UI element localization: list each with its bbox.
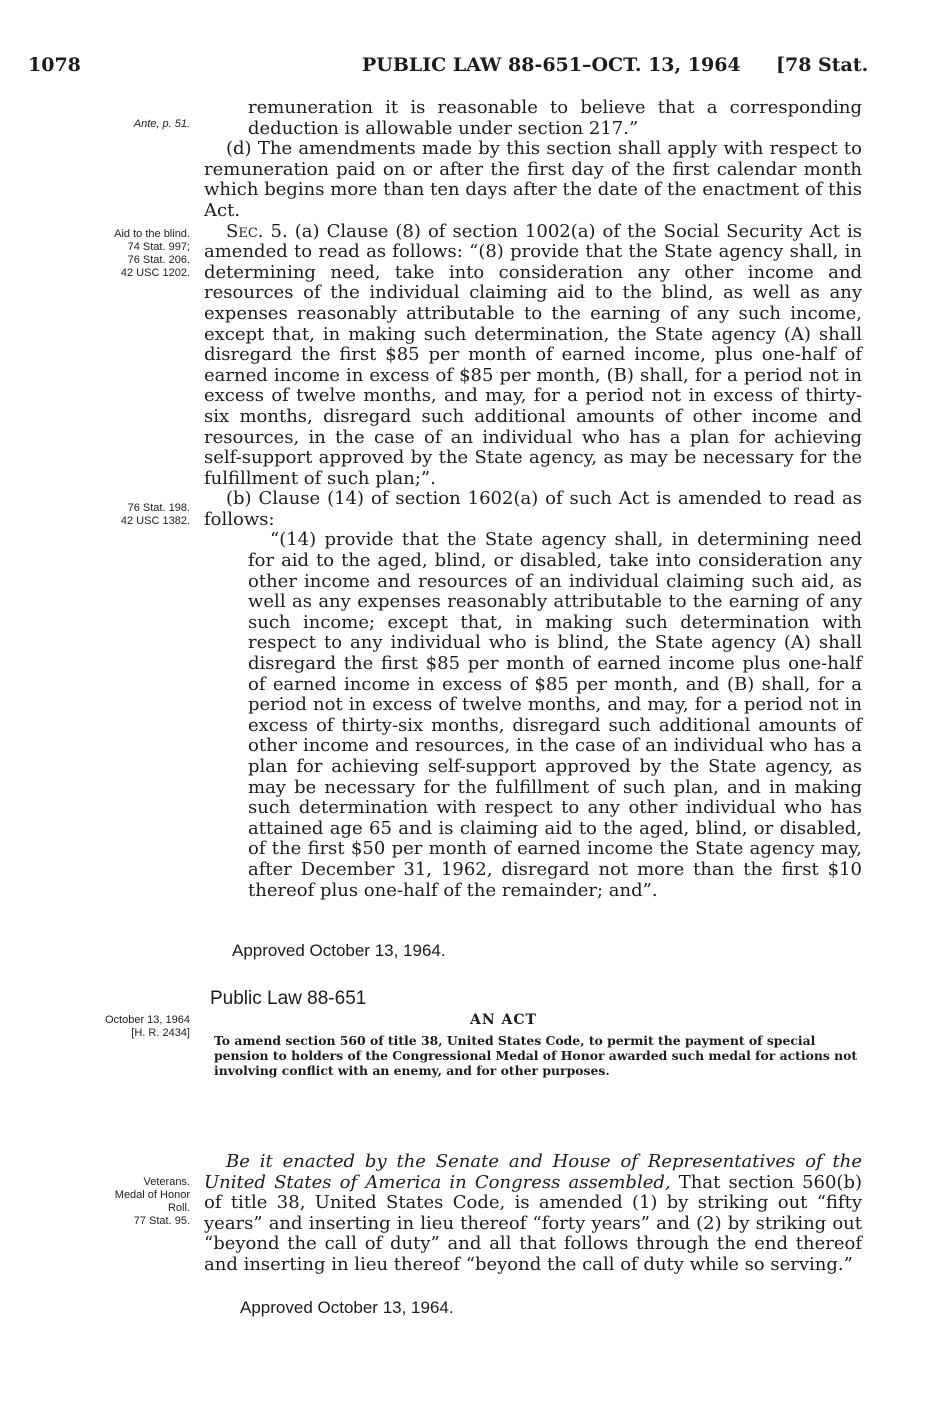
margin-note-line: 42 USC 1382. xyxy=(120,515,190,527)
an-act-heading: AN ACT xyxy=(470,1012,537,1028)
act-purpose xyxy=(214,1034,864,1078)
paragraph-section-5b: (b) Clause (14) of section 1602(a) of such Act is amended to read as follows: xyxy=(204,488,862,530)
margin-note-line: October 13, 1964 xyxy=(104,1014,190,1026)
margin-note-aid-to-blind xyxy=(50,228,190,280)
margin-note-line: [H. R. 2434] xyxy=(131,1027,190,1039)
enactment-paragraph xyxy=(204,1152,862,1276)
enacting-clause: Be it enacted by the Senate and House of Representatives of the United States of America in Congress assembled, xyxy=(204,1151,862,1193)
paragraph-section-5a xyxy=(204,222,862,490)
margin-note-line: Veterans. xyxy=(143,1176,190,1188)
margin-note-line: Aid to the blind. xyxy=(114,228,190,240)
approved-date-2: Approved October 13, 1964. xyxy=(240,1298,454,1317)
page-number: 1078 xyxy=(28,54,81,76)
paragraph-amendments-apply: (d) The amendments made by this section shall apply with respect to remuneration paid on or after the first day of the first calendar month which begins more than ten days after the date of the enactment of this Act. xyxy=(204,138,862,221)
margin-note-stat-198 xyxy=(50,502,190,528)
section-label: Sec. 5. xyxy=(226,220,288,242)
public-law-title: Public Law 88-651 xyxy=(210,988,367,1009)
paragraph-remuneration: remuneration it is reasonable to believe that a corresponding deduction is allowable under section 217.” xyxy=(248,97,862,139)
purpose-text: To amend section 560 of title 38, United States Code, to permit the payment of special pension to holders of the Congressional Medal of Honor awarded such medal for actions not involving conflict with an enemy, and for other purposes. xyxy=(214,1033,858,1078)
ante-reference: Ante, p. 51. xyxy=(133,118,190,130)
margin-note-line: 76 Stat. 206. xyxy=(127,254,190,266)
body-text-section xyxy=(204,98,862,901)
enactment-text: That section 560(b) of title 38, United States Code, is amended (1) by striking out “fifty years” and inserting in lieu thereof “forty years” and (2) by striking out “beyond the call of duty” and all that follows through the end thereof and inserting in lieu thereof “beyond the call of duty while so serving.” xyxy=(204,1171,862,1275)
volume-reference: [78 Stat. xyxy=(776,54,869,76)
margin-note-veterans xyxy=(50,1176,190,1228)
paragraph-clause-14: “(14) provide that the State agency shall, in determining need for aid to the aged, blind, or disabled, take into consideration any other income and resources of an individual claiming such aid, as well as any expenses reasonably attributable to the earning of any such income; except that, in making such determination with respect to any individual who is blind, the State agency (A) shall disregard the first $85 per month of earned income plus one-half of earned income in excess of $85 per month, and (B) shall, for a period not in excess of twelve months, and may, for a period not in excess of thirty-six months, disregard such additional amounts of other income and resources, in the case of an individual who has a plan for achieving self-support approved by the State agency, as may be necessary for the fulfillment of such plan, and in making such determination with respect to any other individual who has attained age 65 and is claiming aid to the aged, blind, or disabled, of the first $50 per month of earned income the State agency may, after December 31, 1962, disregard not more than the first $10 thereof plus one-half of the remainder; and”. xyxy=(248,529,862,901)
margin-note-date xyxy=(50,1014,190,1040)
approved-date-1: Approved October 13, 1964. xyxy=(232,941,446,960)
margin-note-line: 42 USC 1202. xyxy=(120,267,190,279)
margin-note-line: 77 Stat. 95. xyxy=(133,1215,190,1227)
enactment-section xyxy=(204,1152,862,1276)
margin-note-line: 74 Stat. 997; xyxy=(127,241,190,253)
margin-note-line: 76 Stat. 198. xyxy=(127,502,190,514)
section-5a-text: (a) Clause (8) of section 1002(a) of the Social Security Act is amended to read as follows: “(8) provide that the State agency shall, in determining need, take into consideration any other income and resources of the individual claiming aid to the blind, as well as any expenses reasonably attributable to the earning of any such income, except that, in making such determination, the State agency (A) shall disregard the first $85 per month of earned income, plus one-half of earned income in excess of $85 per month, (B) shall, for a period not in excess of twelve months, and may, for a period not in excess of thirty-six months, disregard such additional amounts of other income and resources, in the case of an individual who has a plan for achieving self-support approved by the State agency, as may be necessary for the fulfillment of such plan;”. xyxy=(204,220,862,489)
running-title: PUBLIC LAW 88-651–OCT. 13, 1964 xyxy=(362,54,741,76)
margin-note-line: Roll. xyxy=(167,1202,190,1214)
margin-note-ante xyxy=(50,118,190,131)
margin-note-line: Medal of Honor xyxy=(114,1189,190,1201)
